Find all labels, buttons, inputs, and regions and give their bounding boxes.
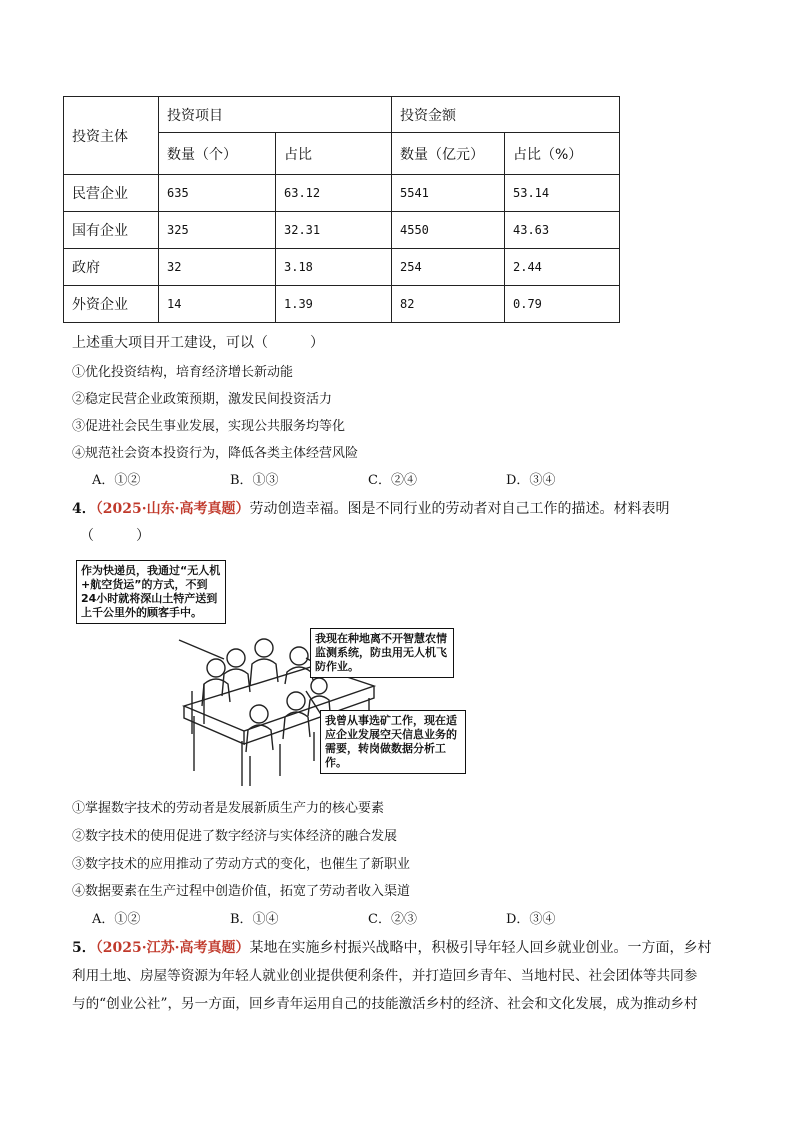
- workers-illustration: [74, 556, 464, 792]
- row-name: 外资企业: [64, 286, 159, 323]
- row-amount: 82: [392, 286, 505, 323]
- q4-source: （2025·山东·高考真题）: [95, 501, 250, 517]
- row-share: 1.39: [276, 286, 392, 323]
- row-amount-share: 53.14: [505, 175, 620, 212]
- table-row: [64, 212, 620, 249]
- q3-item-2: ②稳定民营企业政策预期，激发民间投资活力: [72, 392, 333, 407]
- row-amount-share: 0.79: [505, 286, 620, 323]
- q5-line-1: [72, 938, 711, 958]
- q4-option-c[interactable]: C．②③: [368, 912, 417, 927]
- bubble-courier: 作为快递员，我通过“无人机+航空货运”的方式，不到24小时就将深山土特产送到上千公里外的顾客手中。: [76, 560, 226, 624]
- q4-number: 4．: [72, 501, 96, 517]
- q4-item-2: ②数字技术的使用促进了数字经济与实体经济的融合发展: [72, 829, 398, 844]
- investment-table: [63, 96, 620, 323]
- row-count: 14: [159, 286, 276, 323]
- table-row: [64, 286, 620, 323]
- q5-source: （2025·江苏·高考真题）: [95, 940, 250, 956]
- bubble-farmer: 我现在种地离不开智慧农情监测系统，防虫用无人机飞防作业。: [310, 628, 454, 678]
- q4-item-3: ③数字技术的应用推动了劳动方式的变化，也催生了新职业: [72, 857, 411, 872]
- q5-line-3: 与的“创业公社”，另一方面，回乡青年运用自己的技能激活乡村的经济、社会和文化发展，成为推动乡村: [72, 996, 698, 1012]
- subheader-count: 数量（个）: [159, 133, 276, 175]
- q4-stem-line: [72, 499, 669, 519]
- header-subject: 投资主体: [64, 97, 159, 175]
- q3-item-1: ①优化投资结构，培育经济增长新动能: [72, 365, 294, 380]
- q5-text-1: 某地在实施乡村振兴战略中，积极引导年轻人回乡就业创业。一方面，乡村: [249, 940, 712, 956]
- q4-options: [92, 911, 644, 929]
- header-amount: 投资金额: [392, 97, 620, 133]
- row-amount: 4550: [392, 212, 505, 249]
- row-name: 政府: [64, 249, 159, 286]
- subheader-share: 占比: [276, 133, 392, 175]
- q4-paren: （ ）: [80, 528, 150, 544]
- q4-item-4: ④数据要素在生产过程中创造价值，拓宽了劳动者收入渠道: [72, 884, 411, 899]
- table-row: [64, 175, 620, 212]
- q3-stem: 上述重大项目开工建设，可以（ ）: [72, 335, 324, 351]
- q3-item-4: ④规范社会资本投资行为，降低各类主体经营风险: [72, 446, 359, 461]
- q5-number: 5．: [72, 940, 96, 956]
- subheader-amount: 数量（亿元）: [392, 133, 505, 175]
- row-amount-share: 43.63: [505, 212, 620, 249]
- q3-options: [92, 472, 644, 490]
- q4-option-d[interactable]: D．③④: [506, 912, 556, 927]
- bubble-analyst: 我曾从事选矿工作，现在适应企业发展空天信息业务的需要，转岗做数据分析工作。: [320, 710, 466, 774]
- row-share: 3.18: [276, 249, 392, 286]
- table-row: [64, 249, 620, 286]
- subheader-amount-share: 占比（%）: [505, 133, 620, 175]
- q3-item-3: ③促进社会民生事业发展，实现公共服务均等化: [72, 419, 346, 434]
- row-name: 国有企业: [64, 212, 159, 249]
- row-share: 63.12: [276, 175, 392, 212]
- q3-option-c[interactable]: C．②④: [368, 473, 417, 488]
- q4-item-1: ①掌握数字技术的劳动者是发展新质生产力的核心要素: [72, 801, 385, 816]
- row-amount: 254: [392, 249, 505, 286]
- row-amount: 5541: [392, 175, 505, 212]
- q4-option-a[interactable]: A．①②: [92, 912, 141, 927]
- row-count: 325: [159, 212, 276, 249]
- row-count: 635: [159, 175, 276, 212]
- q3-option-b[interactable]: B．①③: [230, 473, 279, 488]
- row-amount-share: 2.44: [505, 249, 620, 286]
- q4-option-b[interactable]: B．①④: [230, 912, 279, 927]
- row-count: 32: [159, 249, 276, 286]
- q3-option-d[interactable]: D．③④: [506, 473, 556, 488]
- q4-stem: 劳动创造幸福。图是不同行业的劳动者对自己工作的描述。材料表明: [249, 501, 670, 517]
- q3-option-a[interactable]: A．①②: [92, 473, 141, 488]
- header-projects: 投资项目: [159, 97, 392, 133]
- q5-line-2: 利用土地、房屋等资源为年轻人就业创业提供便利条件，并打造回乡青年、当地村民、社会团体等共同参: [72, 968, 698, 984]
- row-share: 32.31: [276, 212, 392, 249]
- row-name: 民营企业: [64, 175, 159, 212]
